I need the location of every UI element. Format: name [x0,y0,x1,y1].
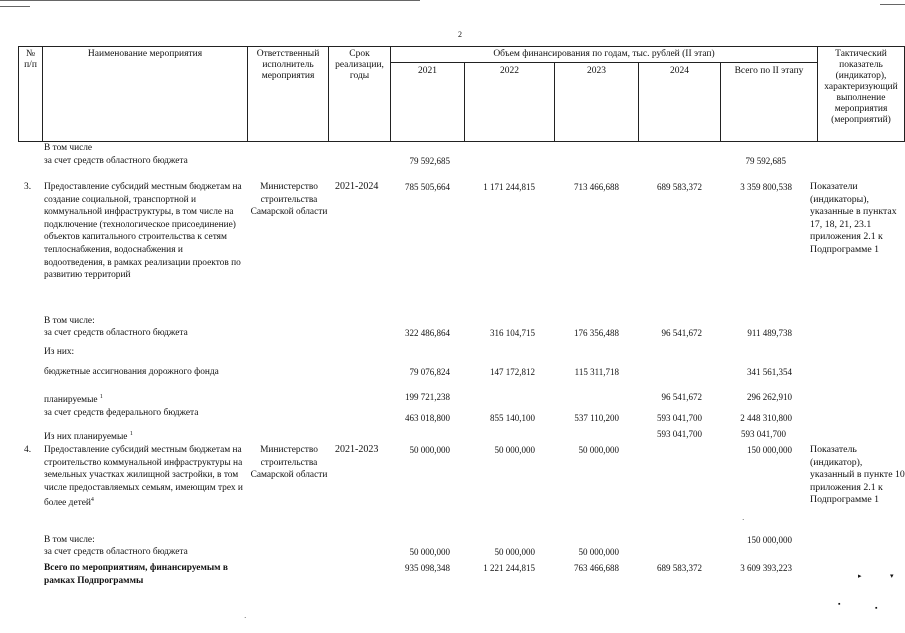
item3-federal-2024: 593 041,700 [657,413,702,423]
item3-regional-2024: 96 541,672 [661,328,702,338]
item3-federal-2023: 537 110,200 [574,413,619,423]
item4-regional-label: за счет средств областного бюджета [44,547,188,557]
item3-number: 3. [24,182,32,192]
page-number: 2 [458,30,462,39]
item3-federal-2022: 855 140,100 [490,413,535,423]
item3-2024: 689 583,372 [657,182,702,192]
item4-2023: 50 000,000 [578,445,619,455]
header-number: № п/п [24,49,37,70]
item3-road-2022: 147 172,812 [490,367,535,377]
summary-2023: 763 466,688 [574,563,619,573]
header-year-2023: 2023 [587,66,606,76]
item4-regional-2021: 50 000,000 [409,547,450,557]
header-year-2024: 2024 [670,66,689,76]
item3-regional-2021: 322 486,864 [405,328,450,338]
item3-2021: 785 505,664 [405,182,450,192]
item3-2023: 713 466,688 [574,182,619,192]
item3-of-them: Из них: [44,347,75,357]
header-financing: Объем финансирования по годам, тыс. рублей (II этап) [493,49,715,59]
item3-planned-2024: 96 541,672 [661,392,702,402]
scan-speck: ▾ [890,572,894,580]
item3-regional-2023: 176 356,488 [574,328,619,338]
item3-including: В том числе: [44,316,95,326]
scan-speck: · [742,516,745,524]
item3-road-2023: 115 311,718 [574,367,619,377]
item3-road-label: бюджетные ассигнования дорожного фонда [44,367,219,377]
item3-fed-planned-2024: 593 041,700 [657,429,702,439]
prev-label-including: В том числе [44,143,93,153]
summary-label: Всего по мероприятиям, финансируемым в рамках Подпрограммы [44,563,228,586]
item4-including: В том числе: [44,535,95,545]
summary-2024: 689 583,372 [657,563,702,573]
item4-number: 4. [24,445,32,455]
scan-speck: · [244,614,247,622]
item3-executor: Министерство строительства Самарской области [250,182,328,218]
item4-executor: Министерство строительства Самарской области [250,445,328,481]
table-header [18,46,905,142]
scan-speck: ▪ [838,600,841,608]
header-name: Наименование мероприятия [87,49,203,59]
item3-total: 3 359 800,538 [740,182,792,192]
item3-federal-2021: 463 018,800 [405,413,450,423]
prev-total: 79 592,685 [745,156,786,166]
item4-regional-2022: 50 000,000 [494,547,535,557]
item3-2022: 1 171 244,815 [483,182,535,192]
item3-name: Предоставление субсидий местным бюджетам на создание социальной, транспортной и коммунальной инфраструктуры, в том числе на подключение (технологическое присоединение) объектов капитального строительства к сетям теплоснабжения, водоснабжения и водоотведения, в рамках реализации проектов по развитию территорий [44,182,242,281]
item3-federal-total: 2 448 310,800 [740,413,792,423]
item3-regional-total: 911 489,738 [747,328,792,338]
scan-speck: ▪ [875,604,878,612]
prev-label-regional: за счет средств областного бюджета [44,156,188,166]
item4-2021: 50 000,000 [409,445,450,455]
item3-indicator: Показатели (индикаторы), указанные в пунктах 17, 18, 21, 23.1 приложения 2.1 к Подпрограмме 1 [810,181,897,255]
item3-road-2021: 79 076,824 [409,367,450,377]
scan-top-edge [0,0,905,7]
item3-federal-label: за счет средств федерального бюджета [44,408,199,418]
item4-2022: 50 000,000 [494,445,535,455]
header-term: Срок реализации, годы [335,49,384,81]
item3-term: 2021-2024 [335,181,379,192]
summary-total: 3 609 393,223 [740,563,792,573]
item4-total: 150 000,000 [747,445,792,455]
item4-indicator: Показатель (индикатор), указанный в пункте 10 приложения 2.1 к Подпрограмме 1 [810,444,905,506]
header-year-2021: 2021 [418,66,437,76]
item3-planned-total: 296 262,910 [747,392,792,402]
item3-regional-2022: 316 104,715 [490,328,535,338]
item3-fed-planned-label: Из них планируемые $^1$ [44,431,133,443]
item4-term: 2021-2023 [335,444,379,455]
header-indicator: Тактический показатель (индикатор), характеризующий выполнение мероприятия (мероприятий) [824,49,898,125]
header-total: Всего по II этапу [734,66,804,76]
header-year-2022: 2022 [500,66,519,76]
scan-speck: ▸ [858,572,862,580]
item4-sub-total: 150 000,000 [747,535,792,545]
item3-fed-planned-total: 593 041,700 [741,429,786,439]
item3-regional-label: за счет средств областного бюджета [44,328,188,338]
item3-road-total: 341 561,354 [747,367,792,377]
item3-planned-2021: 199 721,238 [405,392,450,402]
item4-regional-2023: 50 000,000 [578,547,619,557]
item4-name: Предоставление субсидий местным бюджетам на строительство коммунальной инфраструктуры на земельных участках жилищной застройки, в том числе предоставляемых семьям, имеющим трех и более детей$^4$ [44,445,243,509]
summary-2021: 935 098,348 [405,563,450,573]
header-executor: Ответственный исполнитель мероприятия [256,49,320,81]
prev-2021: 79 592,685 [409,156,450,166]
summary-2022: 1 221 244,815 [483,563,535,573]
item3-planned-label: планируемые $^1$ [44,394,103,406]
